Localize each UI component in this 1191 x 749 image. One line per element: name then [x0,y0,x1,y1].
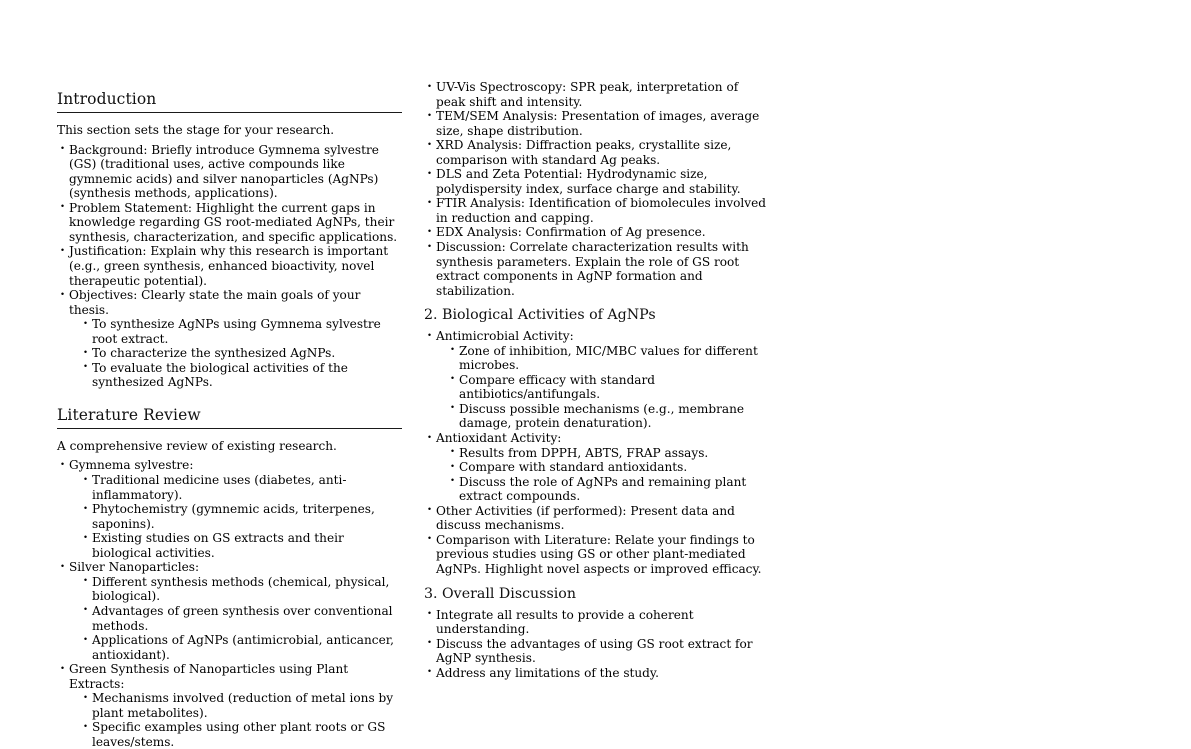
list-item-label: Address any limitations of the study. [436,665,659,680]
list-item-label: Specific examples using other plant roots or GS leaves/stems. [92,720,386,749]
list-item-label: FTIR Analysis: Identification of biomolecules involved in reduction and capping. [436,196,766,225]
page-title-biological-activities: 2. Biological Activities of AgNPs [424,307,656,324]
list-item [424,225,769,240]
list-item [424,138,769,167]
list-item [83,604,402,633]
list-item-label: Justification: Explain why this research is important (e.g., green synthesis, enhanced bioactivity, novel therapeutic potential). [69,244,389,288]
list-item [424,608,769,637]
section-introduction [57,90,402,390]
list-item-label: To characterize the synthesized AgNPs. [92,346,336,361]
page-title-overall-discussion: 3. Overall Discussion [424,585,576,602]
list-item-label: Mechanisms involved (reduction of metal ions by plant metabolites). [92,691,394,720]
gymnema-sublist [69,473,402,560]
list-item [83,473,402,502]
list-item [57,458,402,560]
antimicrobial-sublist [436,344,769,431]
list-item [424,431,769,504]
list-item [83,502,402,531]
list-item-label: Different synthesis methods (chemical, physical, biological). [92,574,390,604]
section-overall-discussion [424,585,769,681]
list-item [424,109,769,138]
list-item-label: Traditional medicine uses (diabetes, anti-inflammatory). [92,473,347,502]
list-item [424,329,769,431]
list-item [424,240,769,298]
list-item [424,196,769,225]
green-synthesis-sublist [69,691,402,749]
section-literature-review [57,406,402,749]
list-item-label: Discussion: Correlate characterization results with synthesis parameters. Explain the role of GS root extract components in AgNP formation and stabilization. [436,240,749,298]
list-item [450,475,769,504]
list-item-label: DLS and Zeta Potential: Hydrodynamic size, polydispersity index, surface charge and stability. [436,167,741,196]
list-item-label: XRD Analysis: Diffraction peaks, crystallite size, comparison with standard Ag peaks. [436,138,732,167]
list-item [57,288,402,390]
list-item [57,244,402,288]
section-biological-activities [424,306,769,576]
list-item [83,691,402,720]
list-item-label: Comparison with Literature: Relate your findings to previous studies using GS or other plant-mediated AgNPs. Highlight novel aspects or improved efficacy. [436,532,762,576]
list-item [83,633,402,662]
list-item-label: Applications of AgNPs (antimicrobial, anticancer, antioxidant). [92,633,395,662]
list-item-label: Objectives: Clearly state the main goals of your thesis. [69,288,361,317]
list-item-label: To evaluate the biological activities of the synthesized AgNPs. [92,360,348,390]
list-item [424,167,769,196]
list-item-label: To synthesize AgNPs using Gymnema sylvestre root extract. [92,317,381,346]
list-item [83,531,402,560]
list-item-label: Compare with standard antioxidants. [459,460,688,475]
list-item [57,143,402,201]
list-item-label: UV-Vis Spectroscopy: SPR peak, interpretation of peak shift and intensity. [436,80,739,109]
literature-review-lead-text: A comprehensive review of existing research. [57,438,337,453]
list-item-label: Silver Nanoparticles: [69,560,200,575]
list-item-label: Zone of inhibition, MIC/MBC values for different microbes. [459,343,758,373]
characterization-continued-list [424,80,769,298]
antioxidant-sublist [436,446,769,504]
page-title-introduction: Introduction [57,90,402,113]
list-item [424,504,769,533]
list-item-label: Existing studies on GS extracts and their biological activities. [92,531,344,560]
list-item [57,201,402,245]
list-item [83,361,402,390]
list-item-label: TEM/SEM Analysis: Presentation of images, average size, shape distribution. [436,109,760,138]
list-item [83,317,402,346]
list-item-label: Green Synthesis of Nanoparticles using Plant Extracts: [69,662,349,691]
list-item [450,446,769,461]
literature-review-list [57,458,402,749]
list-item-label: EDX Analysis: Confirmation of Ag presence. [436,225,706,240]
list-item-label: Results from DPPH, ABTS, FRAP assays. [459,445,709,460]
list-item-label: Gymnema sylvestre: [69,458,194,473]
list-item [450,402,769,431]
list-item [424,666,769,681]
list-item [57,560,402,662]
list-item [424,80,769,109]
list-item-label: Antioxidant Activity: [436,431,562,446]
introduction-lead-text: This section sets the stage for your research. [57,123,335,137]
list-item-label: Compare efficacy with standard antibiotics/antifungals. [459,372,656,402]
list-item [424,533,769,577]
list-item-label: Background: Briefly introduce Gymnema sylvestre (GS) (traditional uses, active compounds like gymnemic acids) and silver nanoparticles (AgNPs) (synthesis methods, applications). [69,142,379,201]
list-item [450,460,769,475]
biological-activities-list [424,329,769,576]
list-item [83,346,402,361]
page-title-literature-review: Literature Review [57,406,402,429]
list-item [450,373,769,402]
objectives-sublist [69,317,402,390]
list-item-label: Phytochemistry (gymnemic acids, triterpenes, saponins). [92,502,375,531]
list-item [424,637,769,666]
left-column [57,90,402,749]
list-item [57,662,402,749]
list-item-label: Integrate all results to provide a coherent understanding. [436,607,694,637]
list-item-label: Antimicrobial Activity: [436,329,574,344]
introduction-list [57,143,402,390]
list-item-label: Discuss the role of AgNPs and remaining plant extract compounds. [459,474,747,504]
overall-discussion-list [424,608,769,681]
list-item [450,344,769,373]
list-item [83,720,402,749]
list-item-label: Advantages of green synthesis over conventional methods. [92,603,393,633]
right-column [424,80,769,680]
list-item-label: Other Activities (if performed): Present data and discuss mechanisms. [436,503,735,533]
list-item [83,575,402,604]
list-item-label: Discuss the advantages of using GS root extract for AgNP synthesis. [436,636,753,666]
list-item-label: Discuss possible mechanisms (e.g., membrane damage, protein denaturation). [459,401,745,431]
list-item-label: Problem Statement: Highlight the current gaps in knowledge regarding GS root-mediated AgNPs, their synthesis, characterization, and specific applications. [69,200,398,244]
silver-nanoparticles-sublist [69,575,402,662]
